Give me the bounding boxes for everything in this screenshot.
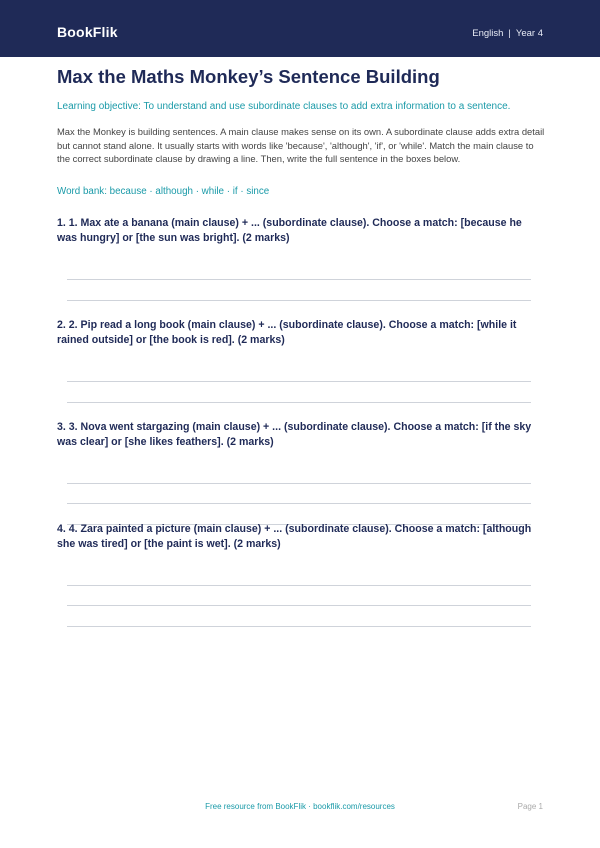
learning-objective: Learning objective: To understand and use subordinate clauses to add extra information to a sentence.	[57, 101, 511, 112]
question-2: 2. 2. Pip read a long book (main clause) + ... (subordinate clause). Choose a match: [while it rained outside] or [the book is red]. (2 marks)	[57, 319, 517, 346]
page-number: Page 1	[517, 802, 543, 811]
footer-resource-link[interactable]: Free resource from BookFlik · bookflik.com/resources	[205, 802, 395, 811]
answer-line	[67, 503, 531, 504]
answer-line	[67, 626, 531, 627]
meta-separator: |	[508, 28, 511, 39]
question-3: 3. 3. Nova went stargazing (main clause) + ... (subordinate clause). Choose a match: [if the sky was clear] or [she likes feathers]. (2 marks)	[57, 421, 532, 448]
year-label: Year 4	[515, 28, 543, 39]
answer-line	[67, 381, 531, 382]
word-bank: Word bank: because · although · while · if · since	[57, 186, 270, 197]
intro-paragraph: Max the Monkey is building sentences. A main clause makes sense on its own. A subordinate clause adds extra detail but cannot stand alone. It usually starts with words like 'because', 'although', 'if', or 'while'. Match the main clause to the correct subordinate clause by drawing a line. Then, write the full sentence in the boxes below.	[57, 126, 545, 165]
header-meta	[472, 28, 543, 39]
answer-line	[67, 585, 531, 586]
page-header	[0, 0, 600, 57]
answer-line	[67, 483, 531, 484]
answer-line	[67, 300, 531, 301]
question-4: 4. 4. Zara painted a picture (main clause) + ... (subordinate clause). Choose a match: [although she was tired] or [the paint is wet]. (2 marks)	[57, 523, 532, 550]
subject-label: English	[472, 28, 504, 39]
brand-logo-text: BookFlik	[57, 24, 118, 40]
worksheet-title: Max the Maths Monkey’s Sentence Building	[57, 66, 440, 87]
question-1: 1. 1. Max ate a banana (main clause) + ... (subordinate clause). Choose a match: [because he was hungry] or [the sun was bright]. (2 marks)	[57, 217, 522, 244]
answer-line	[67, 605, 531, 606]
answer-line	[67, 279, 531, 280]
answer-line	[67, 402, 531, 403]
